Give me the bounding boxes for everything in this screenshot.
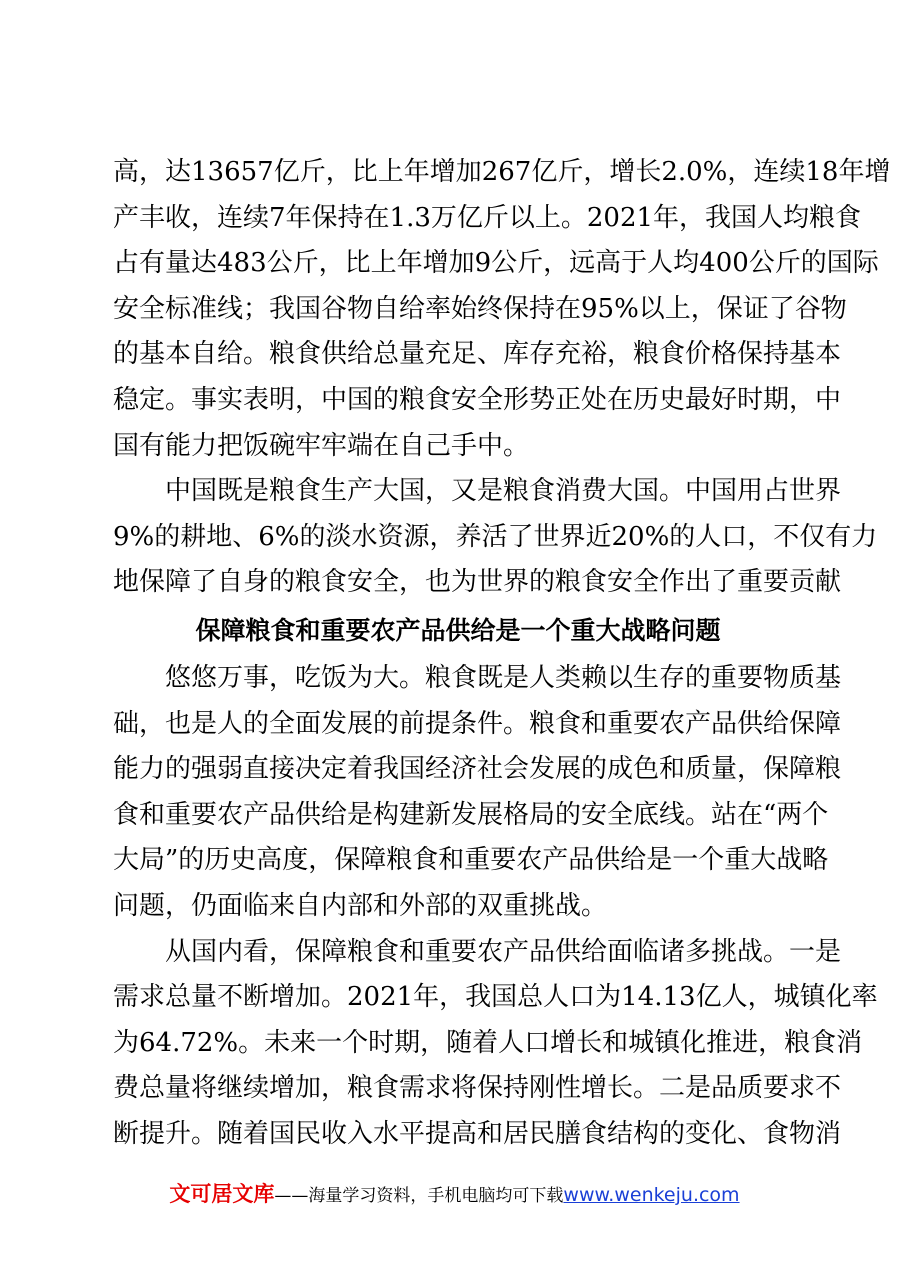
text-line: 的基本自给。粮食供给总量充足、库存充裕，粮食价格保持基本 — [113, 339, 842, 370]
text-line: 9%的耕地、6%的淡水资源，养活了世界近20%的人口，不仅有力 — [113, 521, 878, 552]
text-line: 为64.72%。未来一个时期，随着人口增长和城镇化推进，粮食消 — [113, 1027, 863, 1058]
text-line: 问题，仍面临来自内部和外部的双重挑战。 — [113, 890, 608, 921]
text-line: 高，达13657亿斤，比上年增加267亿斤，增长2.0%，连续18年增 — [113, 157, 891, 187]
text-line: 断提升。随着国民收入水平提高和居民膳食结构的变化、食物消 — [113, 1118, 842, 1149]
text-line: 费总量将继续增加，粮食需求将保持刚性增长。二是品质要求不 — [113, 1073, 842, 1104]
text-line: 安全标准线；我国谷物自给率始终保持在95%以上，保证了谷物 — [113, 293, 847, 324]
footer-tagline: ——海量学习资料，手机电脑均可下载 — [274, 1186, 564, 1206]
section-heading: 保障粮食和重要农产品供给是一个重大战略问题 — [195, 615, 721, 645]
text-line: 占有量达483公斤，比上年增加9公斤，远高于人均400公斤的国际 — [113, 248, 879, 279]
text-line: 从国内看，保障粮食和重要农产品供给面临诸多挑战。一是 — [165, 936, 842, 967]
text-line: 食和重要农产品供给是构建新发展格局的安全底线。站在“两个 — [113, 799, 829, 830]
text-line: 地保障了自身的粮食安全，也为世界的粮食安全作出了重要贡献 — [113, 567, 842, 598]
paragraph — [113, 469, 878, 606]
text-line: 础，也是人的全面发展的前提条件。粮食和重要农产品供给保障 — [113, 708, 842, 739]
footer — [0, 1178, 909, 1208]
text-line: 中国既是粮食生产大国，又是粮食消费大国。中国用占世界 — [165, 476, 842, 507]
text-line: 悠悠万事，吃饭为大。粮食既是人类赖以生存的重要物质基 — [165, 662, 842, 693]
paragraph — [113, 930, 878, 1158]
paragraph — [113, 656, 842, 930]
site-link[interactable]: www.wenkeju.com — [563, 1184, 740, 1206]
text-line: 产丰收，连续7年保持在1.3万亿斤以上。2021年，我国人均粮食 — [113, 202, 862, 233]
brand-name: 文可居文库 — [169, 1182, 275, 1206]
text-line: 稳定。事实表明，中国的粮食安全形势正处在历史最好时期，中 — [113, 384, 842, 415]
document-body — [113, 150, 891, 1157]
text-line: 国有能力把饭碗牢牢端在自己手中。 — [113, 430, 530, 461]
text-line: 能力的强弱直接决定着我国经济社会发展的成色和质量，保障粮 — [113, 754, 842, 785]
paragraph — [113, 150, 891, 469]
text-line: 大局”的历史高度，保障粮食和重要农产品供给是一个重大战略 — [113, 845, 829, 876]
text-line: 需求总量不断增加。2021年，我国总人口为14.13亿人，城镇化率 — [113, 982, 878, 1013]
